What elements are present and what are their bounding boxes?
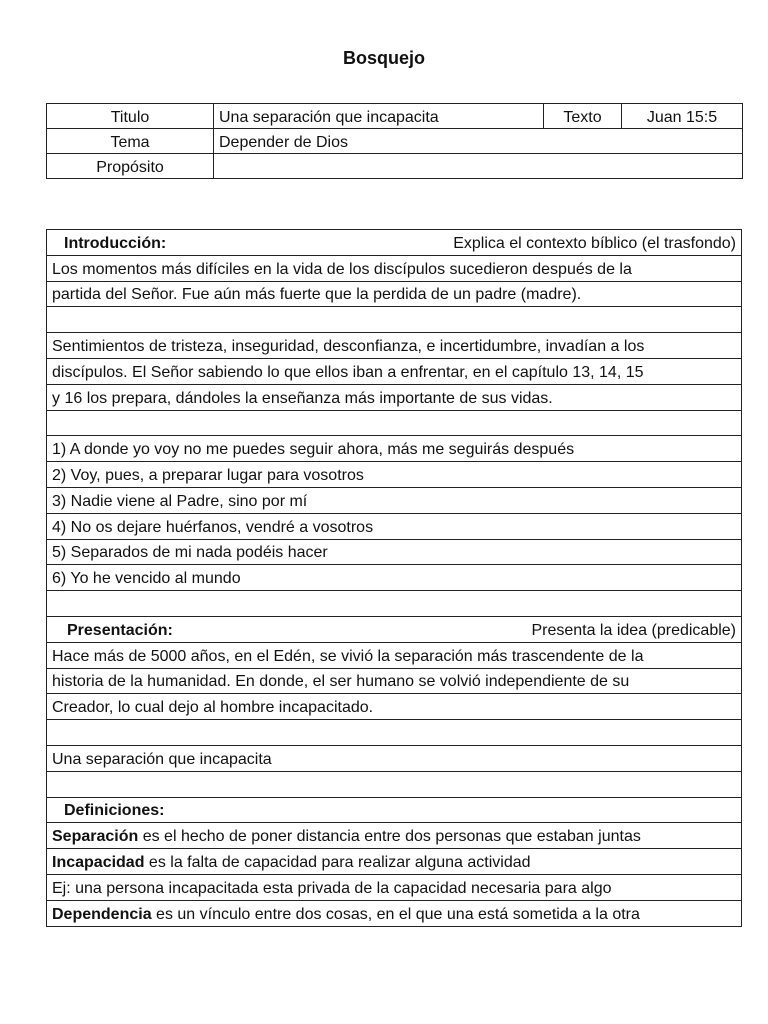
introduccion-line: [47, 358, 742, 384]
introduccion-line: [47, 307, 742, 333]
definicion-text: Ej: una persona incapacitada esta privada de la capacidad necesaria para algo: [52, 879, 612, 897]
presentacion-line-cell: [47, 771, 742, 797]
definicion-text: es un vínculo entre dos cosas, en el que una está sometida a la otra: [151, 905, 640, 923]
introduccion-heading: [52, 233, 736, 255]
definicion-item-cell: [47, 874, 742, 900]
introduccion-line: [47, 462, 742, 488]
presentacion-title: Presentación:: [67, 621, 173, 639]
definiciones-heading-row: [47, 797, 742, 823]
header-row-proposito: [47, 154, 743, 179]
titulo-value: Una separación que incapacita: [214, 104, 544, 129]
outline-body: [47, 230, 742, 927]
introduccion-line-cell: 3) Nadie viene al Padre, sino por mí: [47, 487, 742, 513]
proposito-label: Propósito: [47, 154, 214, 179]
definicion-item: [47, 900, 742, 926]
definicion-text: es el hecho de poner distancia entre dos personas que estaban juntas: [138, 828, 641, 846]
introduccion-title: Introducción:: [64, 234, 167, 252]
introduccion-line: [47, 513, 742, 539]
header-row-tema: [47, 129, 743, 154]
page-title: Bosquejo: [342, 48, 425, 68]
introduccion-line: [47, 539, 742, 565]
definicion-term: Separación: [52, 828, 139, 846]
introduccion-line-cell: [47, 591, 742, 617]
introduccion-line-cell: Sentimientos de tristeza, inseguridad, desconfianza, e incertidumbre, invadían a los: [47, 333, 742, 359]
introduccion-line-cell: [47, 410, 742, 436]
introduccion-heading-row-cell: [47, 230, 742, 256]
presentacion-line-cell: Una separación que incapacita: [47, 745, 742, 771]
presentacion-line-cell: [47, 720, 742, 746]
definicion-item-cell: [47, 900, 742, 926]
definicion-term: Incapacidad: [52, 853, 145, 871]
introduccion-line-cell: 6) Yo he vencido al mundo: [47, 565, 742, 591]
presentacion-line: [47, 694, 742, 720]
introduccion-line: [47, 255, 742, 281]
introduccion-line: [47, 591, 742, 617]
introduccion-line: [47, 281, 742, 307]
introduccion-line-cell: y 16 los prepara, dándoles la enseñanza más importante de sus vidas.: [47, 384, 742, 410]
header-row-titulo: [47, 104, 743, 129]
definicion-item-cell: [47, 823, 742, 849]
presentacion-line-cell: historia de la humanidad. En donde, el ser humano se volvió independiente de su: [47, 668, 742, 694]
introduccion-line-cell: 1) A donde yo voy no me puedes seguir ahora, más me seguirás después: [47, 436, 742, 462]
tema-value: Depender de Dios: [214, 129, 743, 154]
definicion-item-cell: [47, 849, 742, 875]
presentacion-line-cell: Creador, lo cual dejo al hombre incapacitado.: [47, 694, 742, 720]
outline-table: [46, 229, 742, 927]
presentacion-line: [47, 668, 742, 694]
introduccion-line-cell: 2) Voy, pues, a preparar lugar para vosotros: [47, 462, 742, 488]
header-table: [46, 103, 743, 179]
texto-value: Juan 15:5: [622, 104, 743, 129]
introduccion-line-cell: 5) Separados de mi nada podéis hacer: [47, 539, 742, 565]
presentacion-heading-row-cell: [47, 616, 742, 642]
tema-label: Tema: [47, 129, 214, 154]
definicion-item: [47, 823, 742, 849]
introduccion-line-cell: 4) No os dejare huérfanos, vendré a vosotros: [47, 513, 742, 539]
introduccion-line: [47, 487, 742, 513]
presentacion-line: [47, 720, 742, 746]
presentacion-line-cell: Hace más de 5000 años, en el Edén, se vivió la separación más trascendente de la: [47, 642, 742, 668]
introduccion-heading-row: [47, 230, 742, 256]
texto-label: Texto: [544, 104, 622, 129]
introduccion-line: [47, 436, 742, 462]
introduccion-line-cell: Los momentos más difíciles en la vida de los discípulos sucedieron después de la: [47, 255, 742, 281]
introduccion-line: [47, 565, 742, 591]
definiciones-heading-row-cell: [47, 797, 742, 823]
introduccion-line: [47, 384, 742, 410]
introduccion-line-cell: [47, 307, 742, 333]
presentacion-heading: [52, 620, 736, 642]
presentacion-line: [47, 642, 742, 668]
presentacion-line: [47, 745, 742, 771]
definiciones-title: Definiciones:: [64, 802, 165, 820]
definicion-term: Dependencia: [52, 905, 152, 923]
presentacion-note: Presenta la idea (predicable): [531, 621, 736, 639]
presentacion-heading-row: [47, 616, 742, 642]
definicion-item: [47, 849, 742, 875]
introduccion-line: [47, 333, 742, 359]
titulo-label: Titulo: [47, 104, 214, 129]
presentacion-line: [47, 771, 742, 797]
proposito-value: [214, 154, 743, 179]
introduccion-line-cell: discípulos. El Señor sabiendo lo que ellos iban a enfrentar, en el capítulo 13, 14, 15: [47, 358, 742, 384]
definicion-item: [47, 874, 742, 900]
introduccion-note: Explica el contexto bíblico (el trasfondo): [453, 234, 736, 252]
introduccion-line: [47, 410, 742, 436]
introduccion-line-cell: partida del Señor. Fue aún más fuerte que la perdida de un padre (madre).: [47, 281, 742, 307]
definicion-text: es la falta de capacidad para realizar alguna actividad: [144, 853, 531, 871]
